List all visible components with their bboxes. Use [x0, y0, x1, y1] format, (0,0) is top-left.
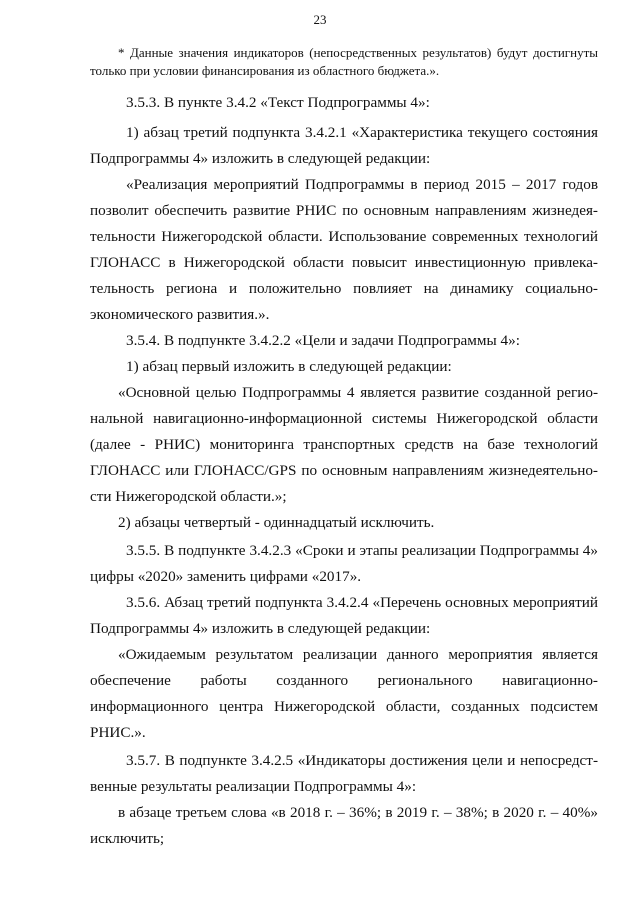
- text-line: цифры «2020» заменить цифрами «2017».: [90, 568, 362, 585]
- text-line: (далее - РНИС) мониторинга транспортных средств на базе технологий: [90, 436, 598, 453]
- word: обеспечение: [90, 672, 171, 689]
- paragraph-abzac-tretiem: [90, 800, 598, 852]
- text-line: 2) абзацы четвертый - одиннадцатый исключить.: [118, 514, 435, 531]
- quote-main-goal: [90, 380, 598, 510]
- text-line: 3.5.3. В пункте 3.4.2 «Текст Подпрограммы 4»:: [126, 94, 430, 111]
- paragraph-3-5-7: [90, 748, 598, 800]
- footnote-line: только при условии финансирования из областного бюджета.».: [90, 63, 440, 78]
- quote-expected-result: [90, 642, 598, 746]
- word: созданного: [276, 672, 349, 689]
- text-line: сти Нижегородской области.»;: [90, 488, 287, 505]
- text-line: позволит обеспечить развитие РНИС по основным направлениям жизнедея-: [90, 202, 598, 219]
- paragraph-3-5-5: [90, 538, 598, 590]
- text-line: Подпрограммы 4» изложить в следующей редакции:: [90, 620, 431, 637]
- text-line: экономического развития.».: [90, 306, 270, 323]
- paragraph-abzac-perviy: [90, 354, 598, 380]
- footnote-line: * Данные значения индикаторов (непосредственных результатов) будут достигнуты: [118, 45, 598, 60]
- text-line: 3.5.7. В подпункте 3.4.2.5 «Индикаторы достижения цели и непосредст-: [126, 752, 598, 769]
- paragraph-abzac-tretiy: [90, 120, 598, 172]
- text-line: тельность региона и положительно повлияет на динамику социально-: [90, 280, 598, 297]
- text-line: 3.5.4. В подпункте 3.4.2.2 «Цели и задачи Подпрограммы 4»:: [126, 332, 520, 349]
- text-line: исключить;: [90, 830, 165, 847]
- word: навигационно-: [502, 672, 598, 689]
- text-line: венные результаты реализации Подпрограммы 4»:: [90, 778, 417, 795]
- paragraph-3-5-6: [90, 590, 598, 642]
- quote-realization: [90, 172, 598, 328]
- text-line: 1) абзац первый изложить в следующей редакции:: [126, 358, 452, 375]
- footnote: [90, 44, 598, 80]
- text-line: Подпрограммы 4» изложить в следующей редакции:: [90, 150, 431, 167]
- text-line: ГЛОНАСС или ГЛОНАСС/GPS по основным направлениям жизнедеятельно-: [90, 462, 598, 479]
- word: работы: [200, 672, 247, 689]
- page-number: 23: [313, 12, 327, 27]
- text-line: «Основной целью Подпрограммы 4 является развитие созданной регио-: [118, 384, 598, 401]
- text-line: 1) абзац третий подпункта 3.4.2.1 «Характеристика текущего состояния: [126, 124, 598, 141]
- text-line: ГЛОНАСС в Нижегородской области повысит инвестиционную привлека-: [90, 254, 598, 271]
- text-line: 3.5.6. Абзац третий подпункта 3.4.2.4 «Перечень основных мероприятий: [126, 594, 598, 611]
- text-line-spread: [90, 668, 598, 694]
- text-line: нальной навигационно-информационной системы Нижегородской области: [90, 410, 598, 427]
- word: регионального: [377, 672, 473, 689]
- text-line: тельности Нижегородской области. Использование современных технологий: [90, 228, 598, 245]
- text-line: 3.5.5. В подпункте 3.4.2.3 «Сроки и этапы реализации Подпрограммы 4»: [126, 542, 598, 559]
- text-line: «Ожидаемым результатом реализации данного мероприятия является: [118, 646, 598, 663]
- text-line: в абзаце третьем слова «в 2018 г. – 36%; в 2019 г. – 38%; в 2020 г. – 40%»: [118, 804, 598, 821]
- paragraph-abzacy-isklyuchit: [90, 510, 598, 536]
- paragraph-3-5-4: [90, 328, 598, 354]
- text-line: информационного центра Нижегородской области, созданных подсистем: [90, 698, 598, 715]
- text-line: «Реализация мероприятий Подпрограммы в период 2015 – 2017 годов: [126, 176, 598, 193]
- text-line: РНИС.».: [90, 724, 146, 741]
- paragraph-3-5-3: [90, 90, 598, 116]
